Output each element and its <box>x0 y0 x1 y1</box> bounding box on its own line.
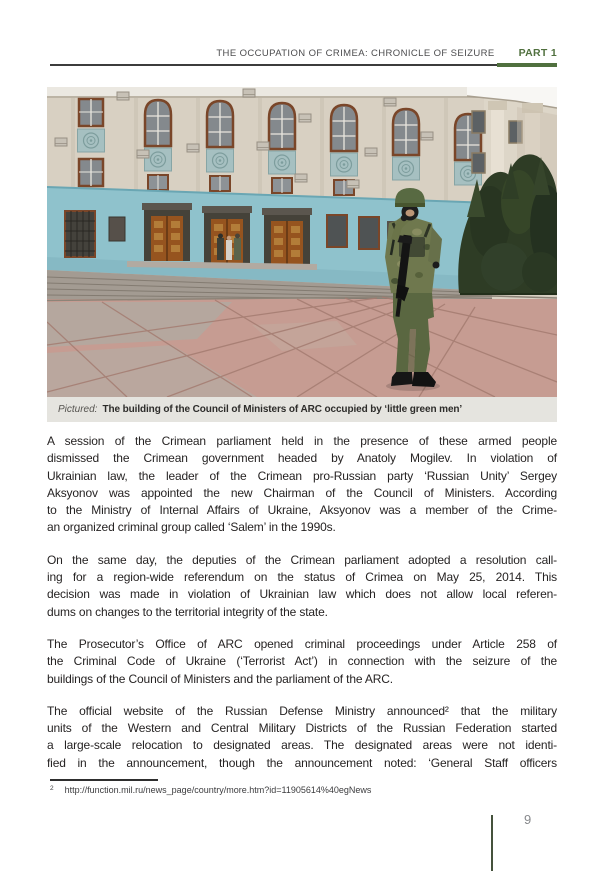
text-line: The official website of the Russian Defense Ministry announced² that the military <box>47 703 557 718</box>
footnote-rule <box>50 779 158 781</box>
article-body <box>47 433 557 787</box>
footnote-marker: 2 <box>50 785 54 792</box>
text-line: ing for a region-wide referendum on the status of Crimea on May 25, 2014. This <box>47 570 557 585</box>
footnote <box>50 785 371 795</box>
paragraph <box>47 433 557 537</box>
photo-illustration <box>47 87 557 397</box>
text-line: dums on changes to the territorial integrity of the state. <box>47 604 328 619</box>
footer-accent-bar <box>491 815 493 871</box>
text-line: the Criminal Code of Ukraine (‘Terrorist Act’) in connection with the seizure of the <box>47 654 557 669</box>
part-label: PART 1 <box>518 47 557 59</box>
paragraph <box>47 552 557 621</box>
text-line: fied in the announcement, though the announcement noted: ‘General Staff officers <box>47 755 557 770</box>
running-head-title: THE OCCUPATION OF CRIMEA: CHRONICLE OF SEIZURE <box>216 48 495 59</box>
text-line: to the Ministry of Internal Affairs of Ukraine, Aksyonov was a member of the Crime- <box>47 503 557 518</box>
text-line: The Prosecutor’s Office of ARC opened criminal proceedings under Article 258 of <box>47 636 557 651</box>
paved-square <box>47 296 557 397</box>
text-line: dismissed the Crimean government headed by Anatoly Mogilev. In violation of <box>47 451 557 466</box>
text-line: an organized criminal group called ‘Salem’ in the 1990s. <box>47 520 336 535</box>
text-line: decision was made in violation of Ukrainian law which does not allow local referen- <box>47 587 557 602</box>
caption-text: The building of the Council of Ministers of ARC occupied by ‘little green men’ <box>102 404 463 415</box>
text-line: Ukrainian law, the leader of the Crimean pro-Russian party ‘Russian Unity’ Sergey <box>47 468 557 483</box>
footnote-url: http://function.mil.ru/news_page/country/more.htm?id=11905614%40egNews <box>64 785 372 795</box>
page-header <box>50 47 557 59</box>
page-number: 9 <box>524 812 532 827</box>
people-at-door <box>217 234 241 261</box>
photo-caption-bar <box>47 397 557 422</box>
text-line: On the same day, the deputies of the Crimean parliament adopted a resolution call- <box>47 552 557 567</box>
header-rule-accent <box>497 63 557 67</box>
header-rule <box>50 64 557 66</box>
text-line: A session of the Crimean parliament held in the presence of these armed people <box>47 434 557 448</box>
paragraph <box>47 636 557 688</box>
paragraph <box>47 703 557 772</box>
text-line: buildings of the Council of Ministers and the parliament of the ARC. <box>47 671 393 686</box>
text-line: units of the Western and Central Military Districts of the Russian Federation started <box>47 721 557 736</box>
caption-prefix: Pictured: <box>58 404 98 415</box>
text-line: Aksyonov was appointed the new Chairman of the Council of Ministers. According <box>47 485 557 500</box>
text-line: a large-scale relocation to designated areas. The designated areas were not identi- <box>47 738 557 753</box>
photo-little-green-men <box>47 87 557 397</box>
